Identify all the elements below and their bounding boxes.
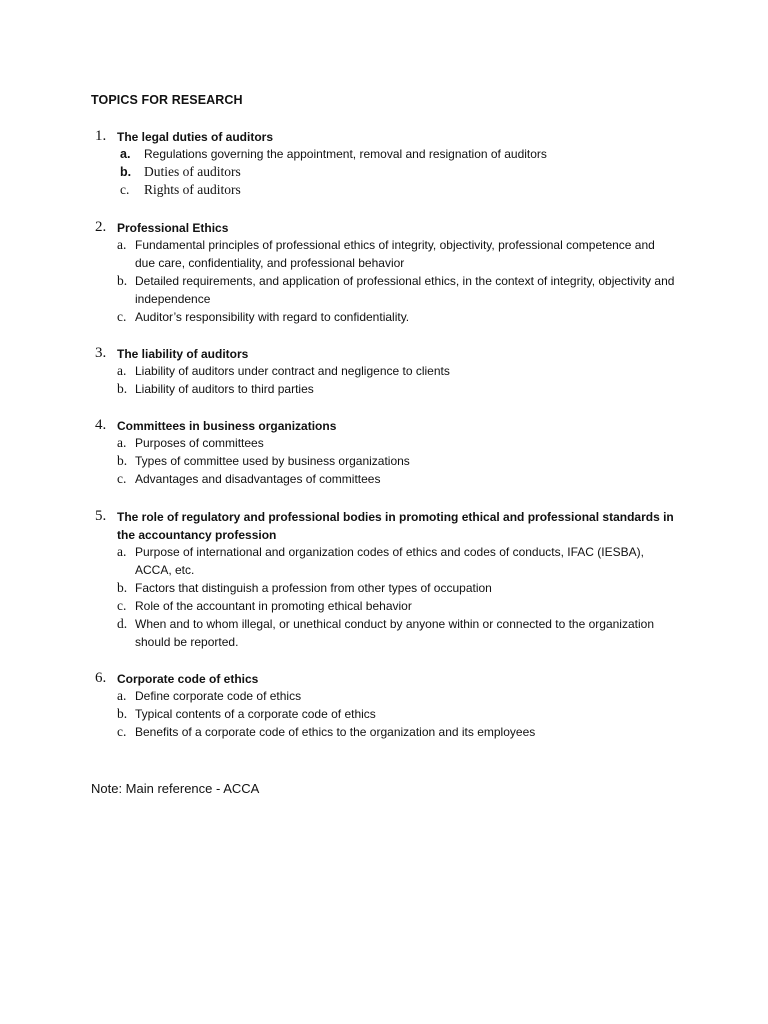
list-item (0, 579, 768, 597)
list-item (0, 236, 768, 272)
item-text: Auditor’s responsibility with regard to confidentiality. (135, 310, 410, 324)
list-item (0, 470, 768, 488)
item-text: Liability of auditors under contract and negligence to clients (135, 364, 450, 378)
topic-number: 4. (95, 417, 107, 433)
item-letter: a. (117, 363, 127, 378)
item-letter: a. (120, 147, 131, 161)
topic-title: Professional Ethics (117, 221, 229, 235)
item-letter: c. (120, 182, 130, 197)
topic-title: Committees in business organizations (117, 419, 337, 433)
topic-5 (0, 507, 768, 651)
topic-title: The role of regulatory and professional bodies in promoting ethical and professional standards in the accountancy profession (117, 510, 674, 542)
item-letter: c. (117, 598, 127, 613)
item-text: Purpose of international and organization codes of ethics and codes of conducts, IFAC (IESBA), ACCA, etc. (135, 545, 644, 577)
list-item (0, 308, 768, 326)
item-letter: c. (117, 309, 127, 324)
topic-number: 1. (95, 128, 107, 144)
topic-number: 6. (95, 670, 107, 686)
list-item (0, 272, 768, 308)
item-letter: a. (117, 688, 127, 703)
list-item (0, 181, 768, 199)
item-text: Liability of auditors to third parties (135, 382, 314, 396)
item-letter: a. (117, 237, 127, 252)
document-title: TOPICS FOR RESEARCH (91, 93, 243, 107)
item-letter: b. (120, 165, 132, 179)
item-text: Types of committee used by business organizations (135, 454, 410, 468)
list-item (0, 163, 768, 181)
item-letter: c. (117, 724, 127, 739)
topic-title: The legal duties of auditors (117, 130, 274, 144)
item-text: Rights of auditors (144, 182, 241, 197)
topic-number: 5. (95, 508, 107, 524)
list-item (0, 380, 768, 398)
item-text: Advantages and disadvantages of committees (135, 472, 381, 486)
topic-3 (0, 344, 768, 398)
item-text: Fundamental principles of professional ethics of integrity, objectivity, professional competence and due care, confidentiality, and professional behavior (135, 238, 655, 270)
list-item (0, 597, 768, 615)
list-item (0, 434, 768, 452)
item-text: Define corporate code of ethics (135, 689, 302, 703)
item-letter: d. (117, 616, 128, 631)
topic-6 (0, 669, 768, 741)
list-item (0, 145, 768, 163)
topic-number: 3. (95, 345, 107, 361)
item-letter: b. (117, 453, 128, 468)
list-item (0, 543, 768, 579)
list-item (0, 705, 768, 723)
topic-1 (0, 127, 768, 199)
list-item (0, 723, 768, 741)
item-letter: a. (117, 544, 127, 559)
item-text: Regulations governing the appointment, removal and resignation of auditors (144, 147, 547, 161)
item-text: Benefits of a corporate code of ethics to the organization and its employees (135, 725, 536, 739)
topic-number: 2. (95, 219, 107, 235)
item-text: Purposes of committees (135, 436, 264, 450)
list-item (0, 452, 768, 470)
topic-2 (0, 218, 768, 326)
item-text: Factors that distinguish a profession from other types of occupation (135, 581, 492, 595)
list-item (0, 687, 768, 705)
item-letter: b. (117, 273, 128, 288)
item-letter: b. (117, 706, 128, 721)
item-letter: a. (117, 435, 127, 450)
topic-title: The liability of auditors (117, 347, 249, 361)
list-item (0, 615, 768, 651)
item-text: Duties of auditors (144, 164, 241, 179)
item-letter: c. (117, 471, 127, 486)
topic-title: Corporate code of ethics (117, 672, 259, 686)
note-text: Note: Main reference - ACCA (91, 781, 260, 796)
item-text: Role of the accountant in promoting ethical behavior (135, 599, 412, 613)
item-text: Detailed requirements, and application of professional ethics, in the context of integrity, objectivity and independence (135, 274, 675, 306)
list-item (0, 362, 768, 380)
item-text: Typical contents of a corporate code of ethics (135, 707, 376, 721)
item-text: When and to whom illegal, or unethical conduct by anyone within or connected to the organization should be reported. (135, 617, 654, 649)
item-letter: b. (117, 381, 128, 396)
item-letter: b. (117, 580, 128, 595)
topic-4 (0, 416, 768, 488)
